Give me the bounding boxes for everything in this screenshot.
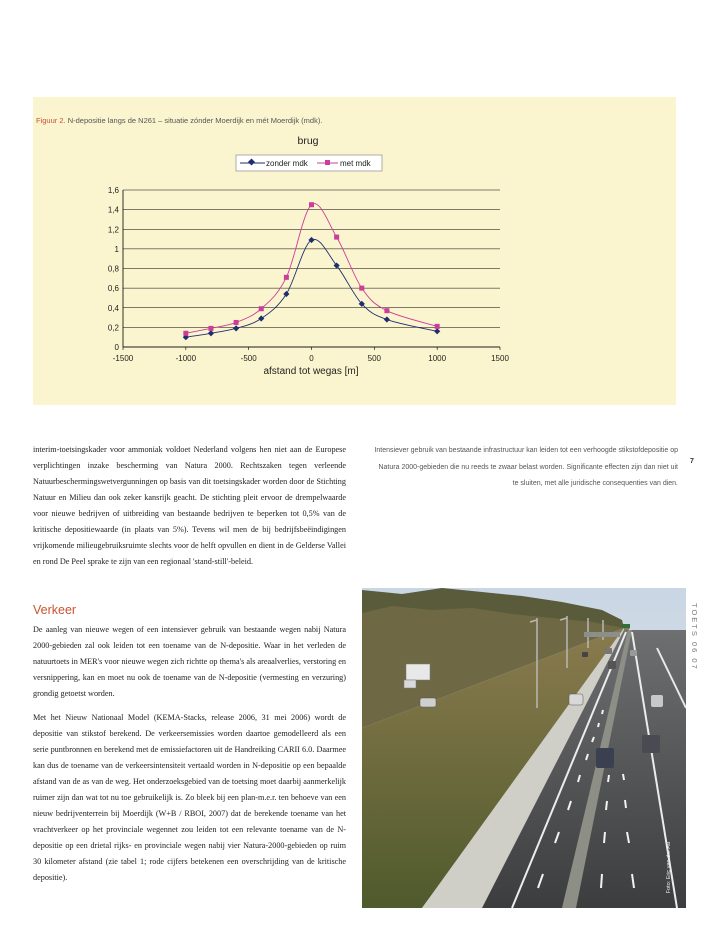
line-chart — [33, 97, 676, 405]
y-tick-label: 0,4 — [107, 303, 119, 313]
page-number: 7 — [690, 458, 694, 465]
y-tick-label: 0,8 — [107, 264, 119, 274]
journal-label: TOETS 06 07 — [690, 603, 699, 671]
legend-label-zonder: zonder mdk — [266, 159, 308, 168]
x-axis-label: afstand tot wegas [m] — [263, 366, 359, 377]
x-tick-label: 1500 — [491, 354, 509, 363]
data-point-met-mdk — [183, 331, 188, 336]
data-point-zonder-mdk — [434, 328, 440, 334]
pull-quote: Intensiever gebruik van bestaande infrastructuur kan leiden tot een verhoogde stikstofdepositie op Natura 2000-gebieden die nu reeds te zwaar belast worden. Significante effecten zijn dan niet uit te sluiten, met alle juridische consequenties van dien. — [374, 447, 678, 487]
legend-marker-met — [325, 160, 330, 165]
legend-label-met: met mdk — [340, 159, 371, 168]
data-point-zonder-mdk — [334, 262, 340, 268]
data-point-met-mdk — [234, 320, 239, 325]
figure-caption-text: N-depositie langs de N261 – situatie zónder Moerdijk en mét Moerdijk (mdk). — [67, 116, 323, 125]
photo-credit: Foto: Eric van der Aa — [666, 842, 672, 894]
data-point-met-mdk — [309, 202, 314, 207]
data-point-met-mdk — [384, 308, 389, 313]
x-tick-label: -1500 — [112, 354, 134, 363]
y-tick-label: 1,6 — [107, 186, 119, 195]
data-point-met-mdk — [259, 306, 264, 311]
data-point-met-mdk — [208, 326, 213, 331]
data-point-met-mdk — [334, 235, 339, 240]
section-heading-verkeer: Verkeer — [33, 603, 77, 617]
chart-title: brug — [297, 135, 319, 147]
x-tick-label: 500 — [367, 354, 382, 363]
data-point-met-mdk — [359, 286, 364, 291]
data-point-met-mdk — [435, 324, 440, 329]
y-tick-label: 1 — [114, 244, 119, 254]
x-tick-label: -1000 — [175, 354, 197, 363]
x-tick-label: -500 — [240, 354, 257, 363]
paragraph-verkeer-1: De aanleg van nieuwe wegen of een intensiever gebruik van bestaande wegen nabij Natura 2000-gebieden zal ook leiden tot een toename van de N-depositie. Waar in het verleden de natuurtoets in MER's voor nieuwe wegen zich richtte op thema's als areaalverlies, verstoring en versnippering, kan en moet nu ook de toename van de N-depositie (vermesting en verzuring) grondig getoetst worden. — [33, 625, 346, 698]
highway-photo — [362, 588, 686, 908]
data-point-zonder-mdk — [384, 316, 390, 322]
data-point-zonder-mdk — [283, 291, 289, 297]
chart-legend — [236, 155, 382, 171]
y-tick-label: 1,2 — [107, 225, 119, 235]
data-point-met-mdk — [284, 275, 289, 280]
paragraph-intro: interim-toetsingskader voor ammoniak voldoet Nederland volgens hen niet aan de Europese verplichtingen inzake bescherming van Natura 2000. Rechtszaken tegen verleende Natuurbeschermingswetvergunningen op basis van dit toetsingskader worden door de Stichting Natuur en Milieu dan ook zeker kansrijk geacht. De stichting pleit ervoor de drempelwaarde voor nieuwe bedrijven of uitbreiding van bestaande bedrijven te beperken tot 0,5% van de kritische depositiewaarde (in plaats van 5%). Tevens wil men de bij bedrijfsbeëindigingen vrijkomende milieugebruiksruimte slechts voor de helft opvullen en dient in de Gelderse Vallei en rond De Peel sprake te zijn van een regionaal 'stand-still'-beleid. — [33, 445, 346, 566]
data-point-zonder-mdk — [208, 330, 214, 336]
y-tick-label: 0 — [114, 343, 119, 352]
y-tick-label: 0,6 — [107, 284, 119, 294]
figure-label: Figuur 2. — [36, 116, 66, 125]
data-point-zonder-mdk — [258, 315, 264, 321]
paragraph-verkeer-2: Met het Nieuw Nationaal Model (KEMA-Stacks, release 2006, 31 mei 2006) wordt de depositie van stikstof berekend. De verkeersemissies worden daartoe gemodelleerd als een serie puntbronnen en berekend met de emissiefactoren uit de Handreiking CARII 6.0. Daarmee kan dus de toename van de verkeersintensiteit vertaald worden in N-depositie op een bepaalde afstand van de as van de weg. Het onderzoeksgebied van de toetsing moet daarbij aanmerkelijk ruimer zijn dan wat tot nu toe gebruikelijk is. Zo bleek bij een plan-m.e.r. ten behoeve van een nieuw bedrijventerrein bij Moerdijk (W+B / RBOI, 2007) dat de berekende toename van het vrachtverkeer op het provinciale wegennet zou leiden tot een relevante toename van de N-depositie op een drietal rijks- en provinciale wegen nabij vier Natura-2000-gebieden op ruim 30 kilometer afstand (zie tabel 1; rode cijfers betekenen een overschrijding van de kritische depositie). — [33, 713, 346, 882]
x-tick-label: 1000 — [428, 354, 447, 363]
data-point-zonder-mdk — [233, 325, 239, 331]
y-tick-label: 1,4 — [107, 205, 119, 215]
y-tick-label: 0,2 — [107, 323, 119, 333]
x-tick-label: 0 — [309, 354, 314, 363]
